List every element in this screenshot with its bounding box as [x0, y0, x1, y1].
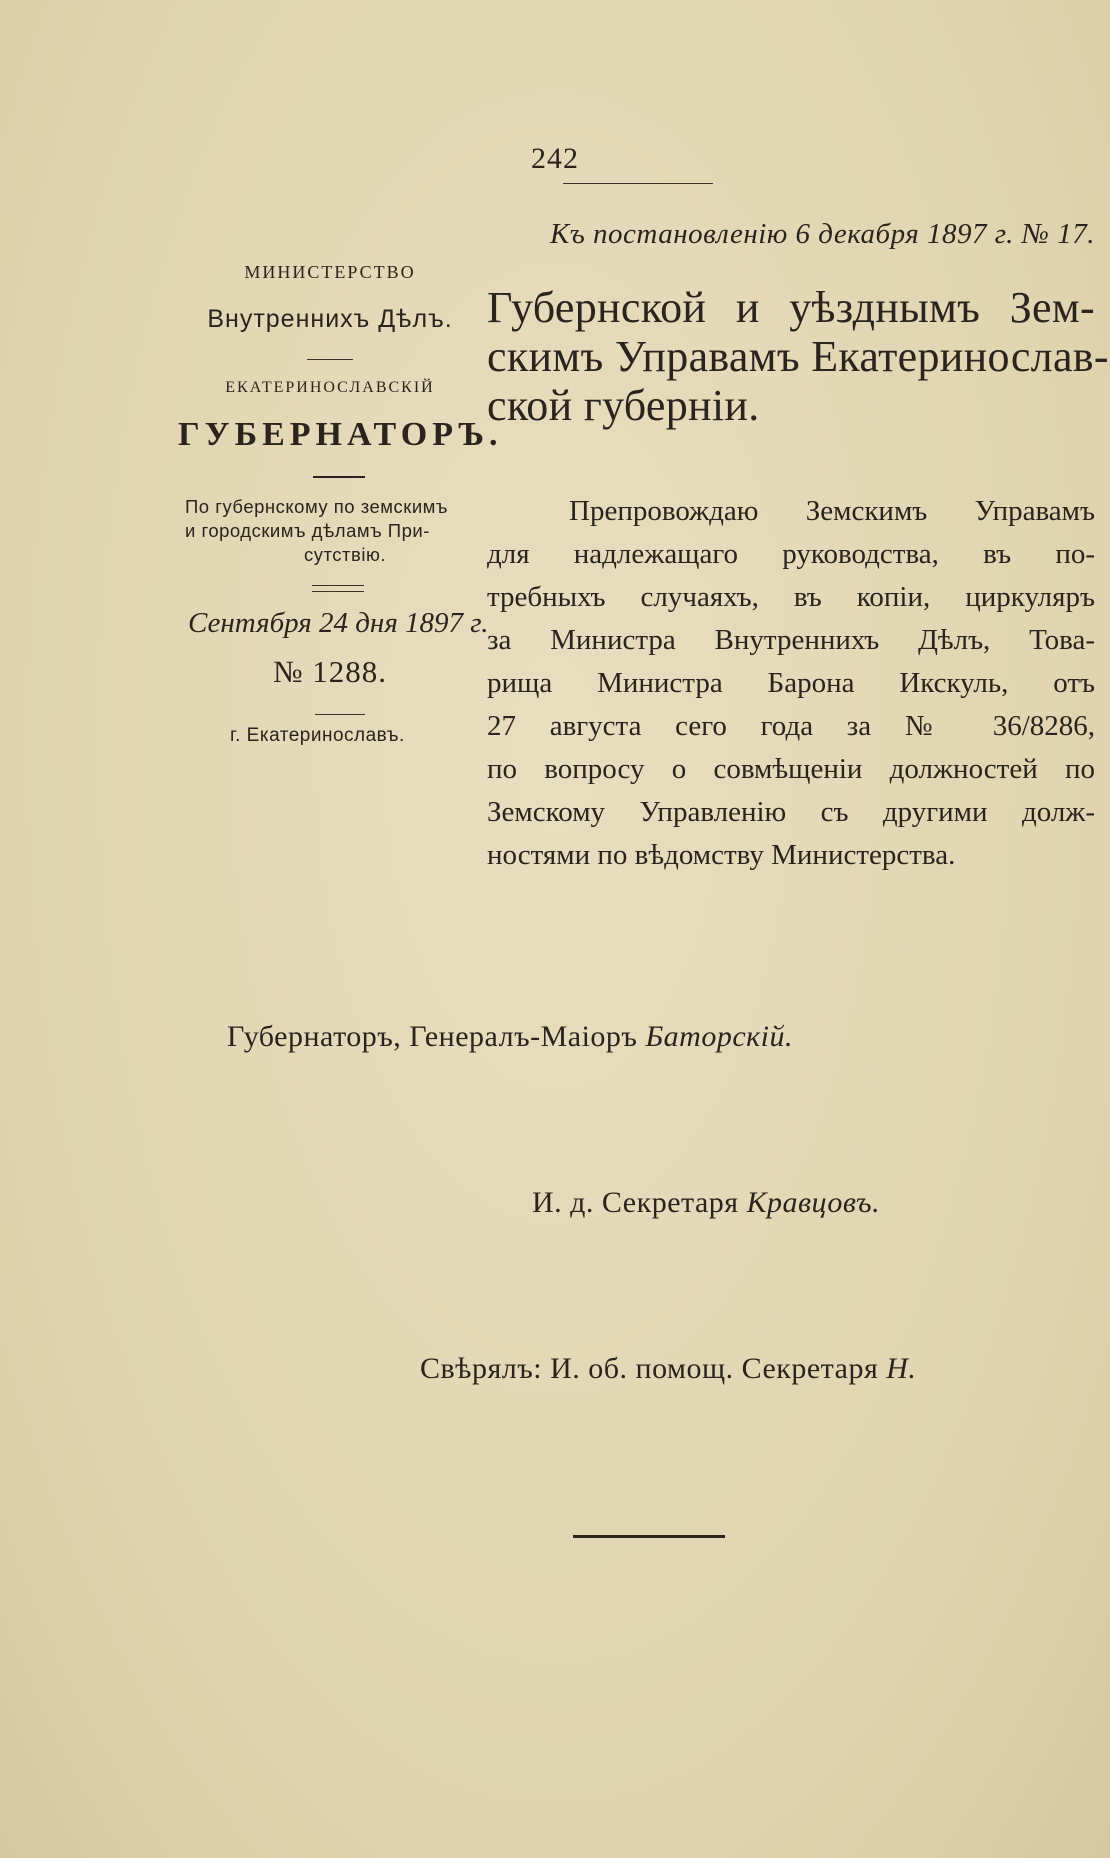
governor-region: ЕКАТЕРИНОСЛАВСКІЙ — [225, 379, 435, 396]
governor-signature-title: Губернаторъ, Генералъ-Маіоръ — [227, 1020, 638, 1053]
presence-line-1: По губернскому по земскимъ — [185, 496, 448, 517]
verified-signature — [420, 1352, 916, 1386]
number-rule — [315, 714, 365, 715]
body-paragraph — [487, 490, 1095, 877]
verified-signature-name: Н. — [886, 1352, 917, 1385]
governor-rule — [313, 476, 365, 478]
document-city: г. Екатеринославъ. — [230, 725, 405, 746]
governor-title: ГУБЕРНАТОРЪ. — [178, 416, 503, 453]
secretary-signature-title: И. д. Секретаря — [532, 1186, 739, 1219]
addressee-line-2: скимъ Управамъ Екатеринослав- — [487, 332, 1109, 381]
document-number: № 1288. — [272, 654, 388, 689]
letterhead-rule — [307, 359, 353, 360]
verified-signature-title: Свѣрялъ: И. об. помощ. Секретаря — [420, 1352, 879, 1385]
body-line-2: для надлежащаго руководства, въ по- — [487, 538, 1095, 570]
secretary-signature — [532, 1186, 880, 1220]
presence-line-2: и городскимъ дѣламъ При- — [185, 520, 430, 541]
page-number: 242 — [531, 142, 579, 175]
page-number-rule — [563, 183, 713, 184]
body-line-7: по вопросу о совмѣщеніи должностей по — [487, 753, 1095, 785]
body-line-5: рища Министра Барона Икскуль, отъ — [487, 667, 1095, 699]
body-line-6: 27 августа сего года за № 36/8286, — [487, 710, 1095, 742]
body-line-9: ностями по вѣдомству Министерства. — [487, 839, 956, 871]
body-line-4: за Министра Внутреннихъ Дѣлъ, Това- — [487, 624, 1095, 656]
end-rule — [573, 1535, 725, 1538]
addressee-line-3: ской губерніи. — [487, 381, 760, 430]
document-date: Сентября 24 дня 1897 г. — [188, 607, 489, 639]
body-line-3: требныхъ случаяхъ, въ копіи, циркуляръ — [487, 581, 1095, 613]
secretary-signature-name: Кравцовъ. — [746, 1186, 881, 1219]
presence-double-rule — [312, 585, 364, 592]
governor-signature-name: Баторскій. — [645, 1020, 793, 1053]
addressee-heading — [487, 283, 1109, 430]
ministry-name: Внутреннихъ Дѣлъ. — [207, 305, 453, 333]
addressee-line-1: Губернской и уѣзднымъ Зем- — [487, 283, 1095, 332]
body-line-8: Земскому Управленію съ другими долж- — [487, 796, 1095, 828]
governor-signature — [227, 1020, 793, 1054]
reference-line: Къ постановленію 6 декабря 1897 г. № 17. — [549, 218, 1095, 250]
presence-line-3: сутствію. — [304, 544, 386, 565]
body-line-1: Препровождаю Земскимъ Управамъ — [569, 495, 1095, 527]
presence-department — [185, 495, 505, 567]
ministry-label: МИНИСТЕРСТВО — [244, 262, 416, 282]
